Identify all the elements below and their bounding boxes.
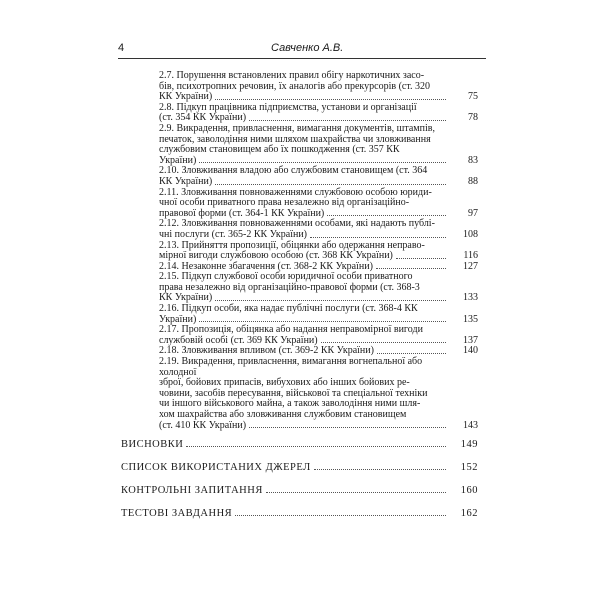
toc-section-line	[121, 462, 448, 473]
toc-entry[interactable]	[118, 272, 488, 304]
leader-dots	[199, 321, 446, 322]
toc-entry[interactable]	[118, 71, 488, 103]
toc-entry-text: права незалежно від організаційно-правової форми (ст. 368-3	[159, 281, 420, 293]
toc-entry-text: зброї, бойових припасів, вибухових або інших бойових ре-	[159, 377, 410, 389]
toc-entry-text: 2.8. Підкуп працівника підприємства, установи и організації	[159, 101, 417, 113]
running-header	[118, 42, 486, 56]
toc-page-number: 140	[463, 345, 478, 357]
toc-entry-text: службовій особі (ст. 369 КК України)	[159, 334, 318, 346]
toc-entry-text: 2.19. Викрадення, привласнення, вимагання вогнепальної або холодної	[159, 356, 423, 378]
toc-section-line	[121, 439, 448, 450]
toc-section-line	[121, 485, 448, 496]
toc-entry[interactable]	[118, 219, 488, 240]
toc-page-number: 88	[468, 175, 478, 187]
toc-entry-text: мірної вигоди службовою особою (ст. 368 КК України)	[159, 250, 393, 262]
spacer	[118, 450, 488, 462]
toc-entry[interactable]	[118, 357, 488, 431]
toc-entry-text: КК України)	[159, 292, 213, 304]
toc-entry-text: 2.7. Порушення встановлених правил обігу наркотичних засо-	[159, 70, 425, 81]
leader-dots	[199, 162, 446, 163]
toc-entry[interactable]	[118, 103, 488, 124]
toc-entry-text: чні послуги (ст. 365-2 КК України)	[159, 228, 308, 240]
toc-section[interactable]	[118, 485, 488, 496]
leader-dots	[314, 469, 446, 470]
leader-dots	[215, 184, 446, 185]
toc-entry-text: 2.10. Зловживання владою або службовим становищем (ст. 364	[159, 165, 428, 177]
leader-dots	[266, 492, 446, 493]
toc-entry-text: чної особи приватного права незалежно від організаційно-	[159, 197, 410, 209]
toc-entry-line	[159, 357, 448, 378]
table-of-contents	[118, 71, 488, 519]
leader-dots	[215, 99, 446, 100]
toc-entry[interactable]	[118, 325, 488, 346]
leader-dots	[215, 300, 446, 301]
toc-entry-line	[159, 410, 448, 421]
toc-page-number: 152	[460, 462, 478, 474]
toc-entry-text: України)	[159, 313, 197, 325]
toc-section[interactable]	[118, 439, 488, 450]
toc-page-number: 149	[460, 439, 478, 451]
leader-dots	[377, 353, 446, 354]
toc-entry[interactable]	[118, 166, 488, 187]
spacer	[118, 473, 488, 485]
toc-entry-text: 2.18. Зловживання впливом (ст. 369-2 КК України)	[159, 345, 374, 357]
leader-dots	[396, 258, 446, 259]
toc-entry-text: бів, психотропних речовин, їх аналогів або прекурсорів (ст. 320	[159, 80, 430, 92]
toc-section-title: КОНТРОЛЬНІ ЗАПИТАННЯ	[121, 485, 263, 497]
toc-entry-text: 2.12. Зловживання повноваженнями особами, які надають публі-	[159, 218, 435, 230]
toc-entry-text: (ст. 354 КК України)	[159, 112, 247, 124]
toc-entry[interactable]	[118, 304, 488, 325]
toc-entry-text: КК України)	[159, 91, 213, 103]
toc-section[interactable]	[118, 462, 488, 473]
toc-entry-text: КК України)	[159, 175, 213, 187]
toc-entry-text: 2.11. Зловживання повноваженнями службовою особою юриди-	[159, 186, 432, 198]
toc-entry-text: правової форми (ст. 364-1 КК України)	[159, 207, 325, 219]
toc-section[interactable]	[118, 508, 488, 519]
toc-entry-line	[159, 421, 448, 432]
toc-entry-line	[159, 145, 448, 156]
toc-entry-text: України)	[159, 154, 197, 166]
toc-entry-text: 2.15. Підкуп службової особи юридичної особи приватного	[159, 271, 413, 283]
toc-page-number: 127	[463, 260, 478, 272]
toc-page-number: 162	[460, 508, 478, 520]
toc-page-number: 108	[463, 228, 478, 240]
toc-section-line	[121, 508, 448, 519]
toc-entry-text: хом шахрайства або зловживання службовим становищем	[159, 409, 407, 420]
leader-dots	[249, 120, 446, 121]
toc-page-number: 78	[468, 112, 478, 124]
leader-dots	[235, 515, 446, 516]
leader-dots	[310, 237, 446, 238]
toc-page-number: 116	[463, 250, 478, 262]
toc-entry-text: службовим становищем або їх пошкодження (ст. 357 КК	[159, 144, 400, 156]
toc-page-number: 137	[463, 334, 478, 346]
toc-entry-text: 2.13. Прийняття пропозиції, обіцянки або одержання неправо-	[159, 239, 425, 251]
spacer	[118, 431, 488, 439]
toc-page-number: 135	[463, 313, 478, 325]
leader-dots	[321, 342, 446, 343]
leader-dots	[186, 446, 446, 447]
toc-section-title: ТЕСТОВІ ЗАВДАННЯ	[121, 508, 233, 520]
toc-page-number: 133	[463, 292, 478, 304]
toc-entry-line	[159, 304, 448, 315]
toc-entry-text: 2.14. Незаконне збагачення (ст. 368-2 КК України)	[159, 260, 373, 272]
leader-dots	[376, 268, 446, 269]
leader-dots	[327, 215, 446, 216]
toc-entry[interactable]	[118, 188, 488, 220]
toc-entry-text: (ст. 410 КК України)	[159, 419, 247, 431]
toc-page-number: 83	[468, 154, 478, 166]
toc-page-number: 75	[468, 91, 478, 103]
page-number: 4	[118, 42, 125, 54]
header-rule	[118, 58, 486, 59]
toc-entry-text: 2.17. Пропозиція, обіцянка або надання неправомірної вигоди	[159, 324, 423, 336]
toc-page-number: 160	[460, 485, 478, 497]
toc-page-number: 143	[463, 419, 478, 431]
toc-entry[interactable]	[118, 241, 488, 262]
toc-entry-text: човини, засобів пересування, військової та спеціальної техніки	[159, 387, 428, 399]
toc-page-number: 97	[468, 207, 478, 219]
toc-entry-text: печаток, заволодіння ними шляхом шахрайства чи зловживання	[159, 133, 431, 145]
toc-entry[interactable]	[118, 124, 488, 166]
toc-entry-text: 2.16. Підкуп особи, яка надає публічні послуги (ст. 368-4 КК	[159, 303, 418, 315]
toc-entry-text: 2.9. Викрадення, привласнення, вимагання документів, штампів,	[159, 122, 435, 134]
toc-section-title: ВИСНОВКИ	[121, 439, 184, 451]
toc-entry-text: чи іншого військового майна, а також заволодіння ними шля-	[159, 398, 421, 410]
toc-section-title: СПИСОК ВИКОРИСТАНИХ ДЖЕРЕЛ	[121, 462, 311, 474]
author-name: Савченко А.В.	[271, 42, 344, 54]
leader-dots	[249, 427, 446, 428]
spacer	[118, 496, 488, 508]
